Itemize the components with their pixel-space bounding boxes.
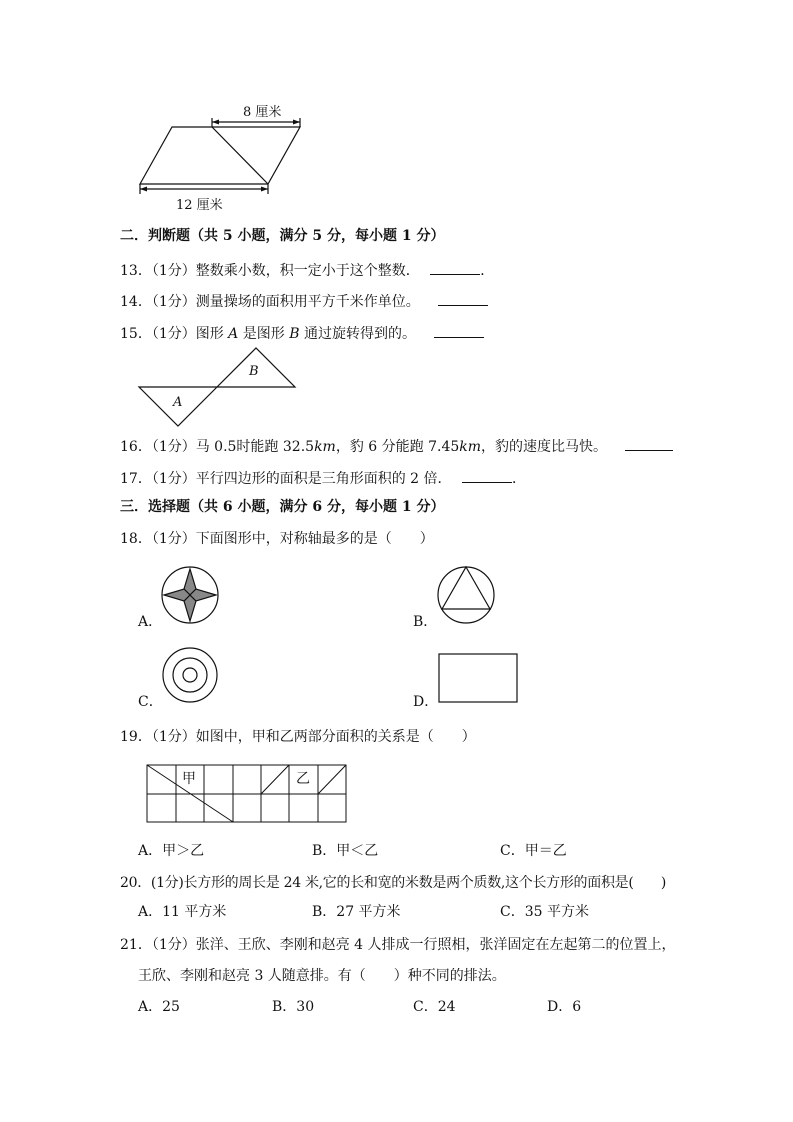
- answer-blank-16[interactable]: [625, 438, 673, 451]
- q21-option-d[interactable]: D．6: [547, 999, 582, 1015]
- question-17-text: 17．（1分）平行四边形的面积是三角形面积的 2 倍．: [120, 471, 452, 487]
- question-17-end: ．: [511, 471, 526, 487]
- question-18: 18．（1分）下面图形中，对称轴最多的是（ ）: [120, 531, 434, 547]
- question-13-text: 13．（1分）整数乘小数，积一定小于这个整数．: [120, 263, 420, 279]
- q20-option-a[interactable]: A．11 平方米: [138, 904, 227, 920]
- question-15-text-b: 是图形: [238, 326, 290, 342]
- question-16: [120, 438, 673, 454]
- question-16-text-a: 16．（1分）马 0.5时能跑 32.5: [120, 439, 315, 455]
- q21-option-c[interactable]: C．24: [413, 999, 456, 1015]
- q21-option-b[interactable]: B．30: [272, 999, 315, 1015]
- parallelogram-top-label: 8 厘米: [243, 105, 282, 120]
- question-15-text-c: 通过旋转得到的。: [299, 326, 416, 342]
- question-15-var-b: B: [289, 326, 300, 342]
- grid-label-jia: 甲: [182, 771, 196, 787]
- question-17: [120, 470, 526, 486]
- yi-diagonal-1: [261, 765, 289, 794]
- section-2-title: 二．判断题（共 5 小题，满分 5 分，每小题 1 分）: [120, 228, 445, 244]
- question-14: [120, 293, 488, 309]
- q21-option-a[interactable]: A．25: [138, 999, 180, 1015]
- parallelogram-diagonal: [212, 127, 268, 184]
- q18-option-a[interactable]: A．: [138, 614, 163, 630]
- question-16-text-c: ，豹的速度比马快。: [481, 439, 608, 455]
- option-d-figure: [439, 654, 517, 702]
- question-13-end: ．: [480, 263, 495, 279]
- parallelogram-shape: [140, 127, 300, 184]
- parallelogram-bottom-label: 12 厘米: [176, 198, 223, 213]
- answer-blank-14[interactable]: [438, 293, 488, 306]
- answer-blank-17[interactable]: [462, 470, 512, 483]
- option-a-figure: [162, 567, 218, 623]
- q18-option-c[interactable]: C．: [138, 694, 163, 710]
- question-16-unit-2: km: [459, 439, 482, 455]
- q18-option-d[interactable]: D．: [413, 694, 439, 710]
- option-c-figure: [163, 648, 217, 702]
- question-19: 19．（1分）如图中，甲和乙两部分面积的关系是（ ）: [120, 729, 476, 745]
- answer-blank-13[interactable]: [430, 262, 480, 275]
- question-15-var-a: A: [228, 326, 239, 342]
- question-21-line-1: 21．（1分）张洋、王欣、李刚和赵亮 4 人排成一行照相，张洋固定在左起第二的位置上，: [120, 937, 676, 953]
- question-15-text-a: 15．（1分）图形: [120, 326, 229, 342]
- question-13: [120, 262, 494, 278]
- question-15: [120, 325, 484, 341]
- triangle-label-a: A: [173, 395, 183, 410]
- grid-label-yi: 乙: [296, 771, 310, 787]
- option-b-figure: [438, 567, 494, 623]
- question-16-text-b: ，豹 6 分能跑 7.45: [335, 439, 460, 455]
- q18-option-b[interactable]: B．: [413, 614, 438, 630]
- question-14-text: 14．（1分）测量操场的面积用平方千米作单位。: [120, 294, 420, 310]
- q20-option-b[interactable]: B．27 平方米: [312, 904, 401, 920]
- q19-option-c[interactable]: C．甲＝乙: [500, 843, 567, 859]
- answer-blank-15[interactable]: [434, 325, 484, 338]
- q19-option-b[interactable]: B．甲＜乙: [312, 843, 379, 859]
- yi-diagonal-2: [318, 765, 346, 794]
- q19-option-a[interactable]: A．甲＞乙: [138, 843, 205, 859]
- section-3-title: 三．选择题（共 6 小题，满分 6 分，每小题 1 分）: [120, 499, 445, 515]
- question-20: 20．(1分)长方形的周长是 24 米,它的长和宽的米数是两个质数,这个长方形的面积是( ): [120, 875, 667, 891]
- triangle-label-b: B: [249, 364, 259, 379]
- question-16-unit-1: km: [314, 439, 336, 455]
- q20-option-c[interactable]: C．35 平方米: [500, 904, 589, 920]
- question-21-line-2: 王欣、李刚和赵亮 3 人随意排。有（ ）种不同的排法。: [138, 968, 506, 984]
